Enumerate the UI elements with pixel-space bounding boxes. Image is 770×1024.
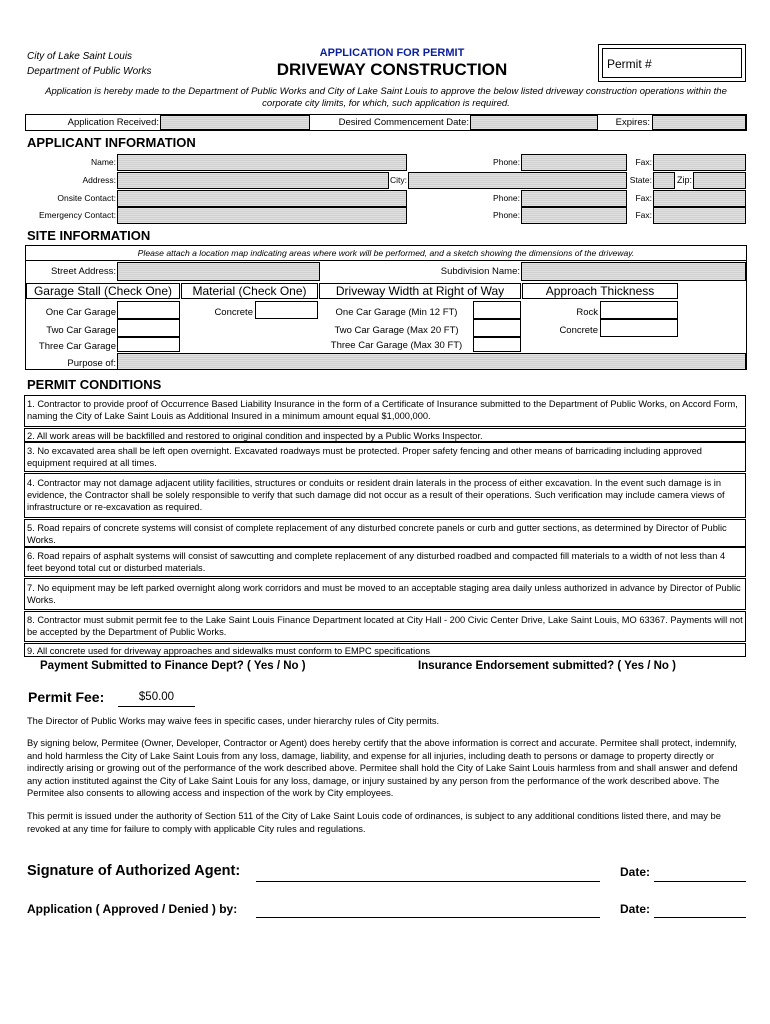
received-field[interactable] <box>160 115 310 130</box>
phone-label-3: Phone: <box>493 210 520 220</box>
address-label: Address: <box>82 175 116 185</box>
garage-option-2: Two Car Garage <box>46 325 116 336</box>
site-heading: SITE INFORMATION <box>27 228 151 243</box>
width-option-1: One Car Garage (Min 12 FT) <box>335 307 458 318</box>
commencement-field[interactable] <box>470 115 598 130</box>
city-name: City of Lake Saint Louis <box>27 51 133 62</box>
certify-text: By signing below, Permitee (Owner, Developer, Contractor or Agent) does hereby certify that the above information is correct and accurate. Permitee shall protect, indemnify, and hold harmless the City of Lake Saint Louis from any loss, damage, liability, and expense for all injuries, including death to persons or damage to property directly or indirectly arising or growing out of the performance of the work described above. Permitee shall hold the City of Lake Saint Louis harmless from and shall answer and defend any action instituted against the City of Lake Saint Louis for any loss, damage, or injury sustained by any person from the performance of the work described above. The Permitee also consents to allowing access and inspection of the work by City employees. <box>27 738 738 798</box>
condition-5: 5. Road repairs of concrete systems will consist of complete replacement of any disturbed concrete panels or curb and gutter sections, as determined by Director of Public Works. <box>24 519 746 547</box>
signature-agent-label: Signature of Authorized Agent: <box>27 863 241 879</box>
city-dept-header <box>27 49 152 79</box>
condition-4: 4. Contractor may not damage adjacent utility facilities, structures or conduits or resident drain laterals in the process of either excavation. In the event such damage is in evidence, the Contractor shall be solely responsible to verify that such damage did not occur as a result of their operations. Such verification may include camera views of infrastructure or re-excavation as required. <box>24 473 746 518</box>
condition-6: 6. Road repairs of asphalt systems will consist of sawcutting and complete replacement of any disturbed roadbed and compacted fill materials to a width of not less than 4 feet beyond total cut or disturbed materials. <box>24 547 746 577</box>
address-field[interactable] <box>117 172 389 189</box>
condition-9: 9. All concrete used for driveway approaches and sidewalks must conform to EMPC specifications <box>24 643 746 657</box>
zip-label: Zip: <box>677 175 693 185</box>
purpose-field[interactable] <box>117 353 746 370</box>
phone-field-1[interactable] <box>521 154 627 171</box>
waive-text: The Director of Public Works may waive fees in specific cases, under hierarchy rules of City permits. <box>27 716 440 726</box>
zip-field[interactable] <box>693 172 746 189</box>
received-label: Application Received: <box>67 117 159 128</box>
fax-label-1: Fax: <box>635 157 652 167</box>
site-note: Please attach a location map indicating areas where work will be performed, and a sketch showing the dimensions of the driveway. <box>137 248 635 258</box>
emergency-field[interactable] <box>117 207 407 224</box>
insurance-question: Insurance Endorsement submitted? ( Yes / No ) <box>418 660 676 672</box>
commencement-label: Desired Commencement Date: <box>338 117 469 128</box>
condition-3: 3. No excavated area shall be left open overnight. Excavated roadways must be protected. Proper safety fencing and other means of barricading including approved equipment required at all times. <box>24 442 746 472</box>
street-label: Street Address: <box>51 266 116 277</box>
name-label: Name: <box>90 157 116 167</box>
width-checkbox-3[interactable] <box>473 337 521 352</box>
garage-checkbox-1[interactable] <box>117 301 180 319</box>
fax-field-1[interactable] <box>653 154 746 171</box>
intro-text: Application is hereby made to the Department of Public Works and City of Lake Saint Louis to approve the below listed driveway construction operations within the corporate city limits, for which, such application is required. <box>45 86 727 109</box>
date-label-2: Date: <box>620 902 651 916</box>
fax-field-3[interactable] <box>653 207 746 224</box>
expires-field[interactable] <box>652 115 746 130</box>
approach-option-1: Rock <box>576 307 598 318</box>
col-garage: Garage Stall (Check One) <box>26 283 180 299</box>
page-title: DRIVEWAY CONSTRUCTION <box>276 60 508 79</box>
approach-checkbox-2[interactable] <box>600 319 678 337</box>
subdivision-label: Subdivision Name: <box>440 266 520 277</box>
street-field[interactable] <box>117 262 320 281</box>
application-for-permit: APPLICATION FOR PERMIT <box>319 47 465 59</box>
city-label: City: <box>390 175 407 185</box>
approved-by-line[interactable] <box>256 900 600 918</box>
permit-fee-value: $50.00 <box>118 691 195 707</box>
conditions-heading: PERMIT CONDITIONS <box>27 377 162 392</box>
garage-checkbox-3[interactable] <box>117 337 180 352</box>
approved-by-label: Application ( Approved / Denied ) by: <box>27 902 238 916</box>
onsite-field[interactable] <box>117 190 407 207</box>
approach-checkbox-1[interactable] <box>600 301 678 319</box>
width-checkbox-1[interactable] <box>473 301 521 319</box>
purpose-label: Purpose of: <box>67 358 116 369</box>
phone-label-2: Phone: <box>493 193 520 203</box>
name-field[interactable] <box>117 154 407 171</box>
date-line-1[interactable] <box>654 864 746 882</box>
col-material: Material (Check One) <box>181 283 318 299</box>
subdivision-field[interactable] <box>521 262 746 281</box>
permit-fee-label: Permit Fee: <box>28 689 105 705</box>
condition-2: 2. All work areas will be backfilled and restored to original condition and inspected by a Public Works Inspector. <box>24 428 746 442</box>
garage-option-3: Three Car Garage <box>38 341 116 352</box>
condition-7: 7. No equipment may be left parked overnight along work corridors and must be moved to an acceptable staging area daily unless authorized in advance by Director of Public Works. <box>24 578 746 610</box>
permit-number-field[interactable] <box>602 48 742 78</box>
material-checkbox-1[interactable] <box>255 301 318 319</box>
divider <box>25 260 747 261</box>
material-option-1: Concrete <box>214 307 253 318</box>
condition-8: 8. Contractor must submit permit fee to the Lake Saint Louis Finance Department located at City Hall - 200 Civic Center Drive, Lake Saint Louis, MO 63367. Payments will not be accepted by the Department of Public Works. <box>24 611 746 642</box>
date-line-2[interactable] <box>654 900 746 918</box>
col-width: Driveway Width at Right of Way <box>319 283 521 299</box>
fax-label-2: Fax: <box>635 193 652 203</box>
permit-number-box <box>598 44 746 82</box>
col-approach: Approach Thickness <box>522 283 678 299</box>
phone-field-2[interactable] <box>521 190 627 207</box>
applicant-heading: APPLICANT INFORMATION <box>27 135 196 150</box>
city-field[interactable] <box>408 172 627 189</box>
width-option-2: Two Car Garage (Max 20 FT) <box>334 325 459 336</box>
signature-agent-line[interactable] <box>256 864 600 882</box>
payment-finance-question: Payment Submitted to Finance Dept? ( Yes / No ) <box>40 660 306 672</box>
onsite-label: Onsite Contact: <box>57 193 116 203</box>
fax-field-2[interactable] <box>653 190 746 207</box>
garage-checkbox-2[interactable] <box>117 319 180 337</box>
condition-1: 1. Contractor to provide proof of Occurrence Based Liability Insurance in the form of a Certificate of Insurance submitted to the Department of Public Works, on Accord Form, naming the City of Lake Saint Louis as Additional Insured in a minimum amount equal $1,000,000. <box>24 395 746 427</box>
approach-option-2: Concrete <box>559 325 598 336</box>
phone-label-1: Phone: <box>493 157 520 167</box>
authority-text: This permit is issued under the authority of Section 511 of the City of Lake Saint Louis code of ordinances, is subject to any additional conditions listed there, and may be revoked at any time for failure to comply with applicable City rules and regulations. <box>27 811 721 834</box>
department-name: Department of Public Works <box>27 66 152 77</box>
phone-field-3[interactable] <box>521 207 627 224</box>
fax-label-3: Fax: <box>635 210 652 220</box>
width-checkbox-2[interactable] <box>473 319 521 337</box>
width-option-3: Three Car Garage (Max 30 FT) <box>330 340 463 351</box>
date-label-1: Date: <box>620 865 651 879</box>
garage-option-1: One Car Garage <box>45 307 116 318</box>
emergency-label: Emergency Contact: <box>38 210 116 220</box>
state-label: State: <box>629 175 652 185</box>
expires-label: Expires: <box>615 117 650 128</box>
state-field[interactable] <box>653 172 675 189</box>
permit-number-label: Permit # <box>607 57 652 71</box>
